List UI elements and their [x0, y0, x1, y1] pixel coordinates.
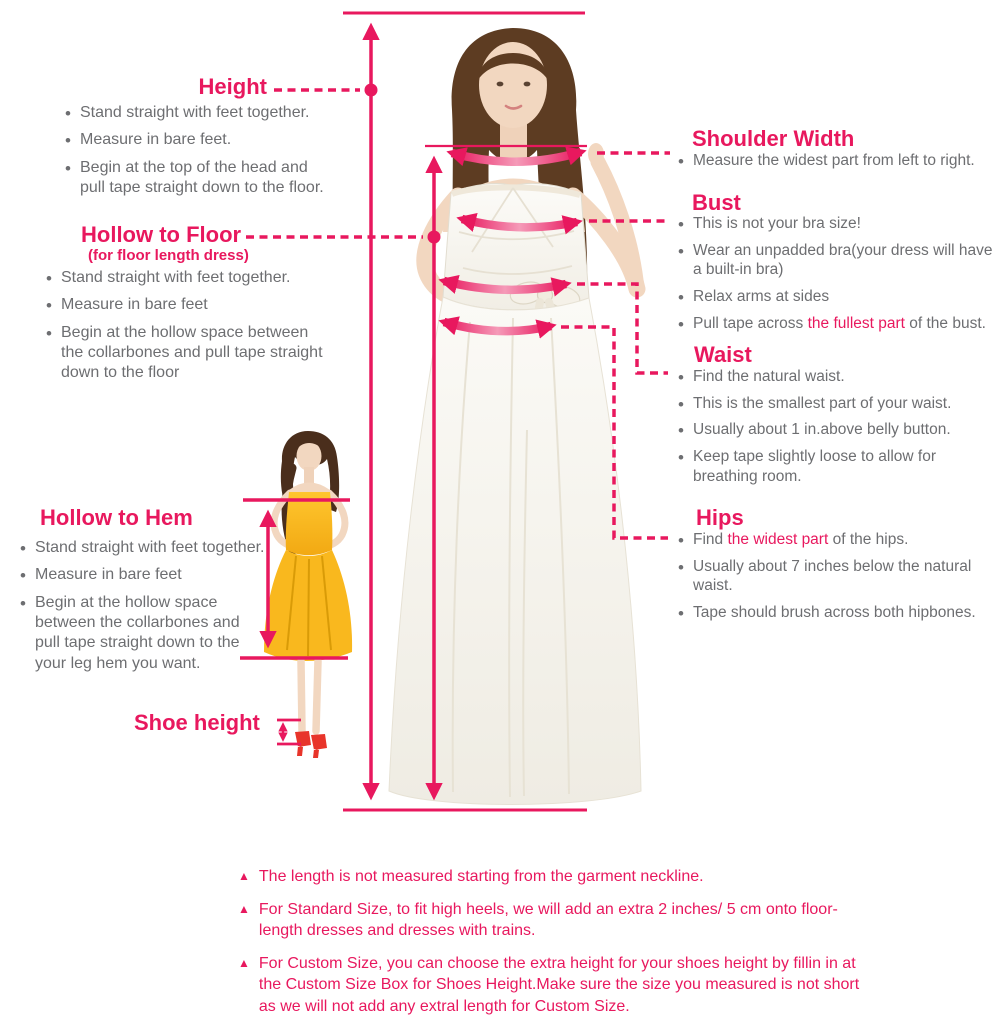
- hips-bullet-text: of the hips.: [828, 531, 909, 548]
- small-dress-bodice: [286, 492, 333, 555]
- bust-bullet: • This is not your bra size!: [676, 214, 994, 234]
- waist-bullet: • This is the smallest part of your waist.: [676, 394, 976, 414]
- hips-bullet-text: Find: [693, 531, 728, 548]
- small-model-heel: [311, 734, 327, 758]
- waist-bullet: • Find the natural waist.: [676, 367, 976, 387]
- note: [238, 953, 878, 1016]
- bust-bullet-text: of the bust.: [904, 314, 986, 332]
- note: [238, 899, 878, 941]
- shoulder-width-bullets: [676, 151, 996, 178]
- hollow-to-hem-bullet: • Measure in bare feet: [18, 565, 268, 585]
- waist-bullet: • Keep tape slightly loose to allow for breathing room.: [676, 447, 976, 486]
- hips-bullet: • Tape should brush across both hipbones.: [676, 603, 981, 623]
- note-text: For Standard Size, to fit high heels, we will add an extra 2 inches/ 5 cm onto floor-length dresses and dresses with trains.: [258, 901, 838, 940]
- bust-bullet-text: Pull tape across: [693, 314, 808, 332]
- note-text: For Custom Size, you can choose the extra height for your shoes height by fillin in at the Custom Size Box for Shoes Height.Make sure the size you measured is not short as we will not add any extral length for Custom Size.: [258, 955, 860, 1015]
- hollow-to-hem-bullet: • Stand straight with feet together.: [18, 538, 268, 558]
- height-bullet: • Begin at the top of the head and pull tape straight down to the floor.: [63, 158, 328, 199]
- gown-skirt: [389, 297, 641, 805]
- shoulder-width-bullet: • Measure the widest part from left to right.: [676, 151, 996, 171]
- hollow-to-floor-bullet: • Stand straight with feet together.: [44, 268, 334, 288]
- bust-bullet: [676, 314, 994, 334]
- hips-title: Hips: [696, 505, 744, 530]
- model-eye: [497, 82, 504, 87]
- hollow-to-floor-bullet: • Measure in bare feet: [44, 295, 334, 315]
- hollow-to-hem-title: Hollow to Hem: [40, 505, 193, 530]
- hips-bullet-highlight: the widest part: [727, 531, 829, 548]
- model-eye: [524, 82, 531, 87]
- model-left-hand: [588, 143, 604, 165]
- small-model-neck: [304, 467, 314, 483]
- bust-bullet-highlight: the fullest part: [807, 314, 905, 332]
- hollow-to-floor-bullet: • Begin at the hollow space between the collarbones and pull tape straight down to the floor: [44, 323, 334, 384]
- waist-title: Waist: [694, 342, 752, 367]
- height-bullet: • Stand straight with feet together.: [63, 103, 328, 123]
- hollow-to-floor-title: Hollow to Floor: [81, 222, 242, 247]
- warning-triangle-icon: ▲: [238, 956, 250, 971]
- warning-triangle-icon: ▲: [238, 869, 250, 883]
- notes-block: [238, 866, 878, 1025]
- hips-bullet: • Usually about 7 inches below the natural waist.: [676, 557, 981, 596]
- note: [238, 866, 878, 887]
- small-model-heel: [295, 731, 311, 756]
- bust-bullet: • Wear an unpadded bra(your dress will have a built-in bra): [676, 241, 994, 280]
- shoulder-width-title: Shoulder Width: [692, 126, 855, 151]
- hips-bullets: [676, 530, 981, 630]
- waist-bullet: • Usually about 1 in.above belly button.: [676, 420, 976, 440]
- shoe-height-title: Shoe height: [134, 710, 260, 735]
- bust-bullet: • Relax arms at sides: [676, 287, 994, 307]
- hollow-to-hem-bullet: • Begin at the hollow space between the collarbones and pull tape straight down to the your leg hem you want.: [18, 593, 268, 674]
- bust-title: Bust: [692, 190, 741, 215]
- warning-triangle-icon: ▲: [238, 902, 250, 917]
- bust-bullets: [676, 214, 994, 340]
- height-bullets: [63, 103, 328, 205]
- height-title: Height: [198, 74, 267, 99]
- hollow-to-floor-bullets: [44, 268, 334, 391]
- hips-bullet: [676, 530, 981, 550]
- hollow-to-floor-subtitle: (for floor length dress): [88, 247, 249, 264]
- small-model-legs: [301, 661, 318, 731]
- waist-bullets: [676, 367, 976, 493]
- hollow-to-hem-bullets: [18, 538, 268, 681]
- height-bullet: • Measure in bare feet.: [63, 130, 328, 150]
- note-text: The length is not measured starting from the garment neckline.: [258, 868, 704, 885]
